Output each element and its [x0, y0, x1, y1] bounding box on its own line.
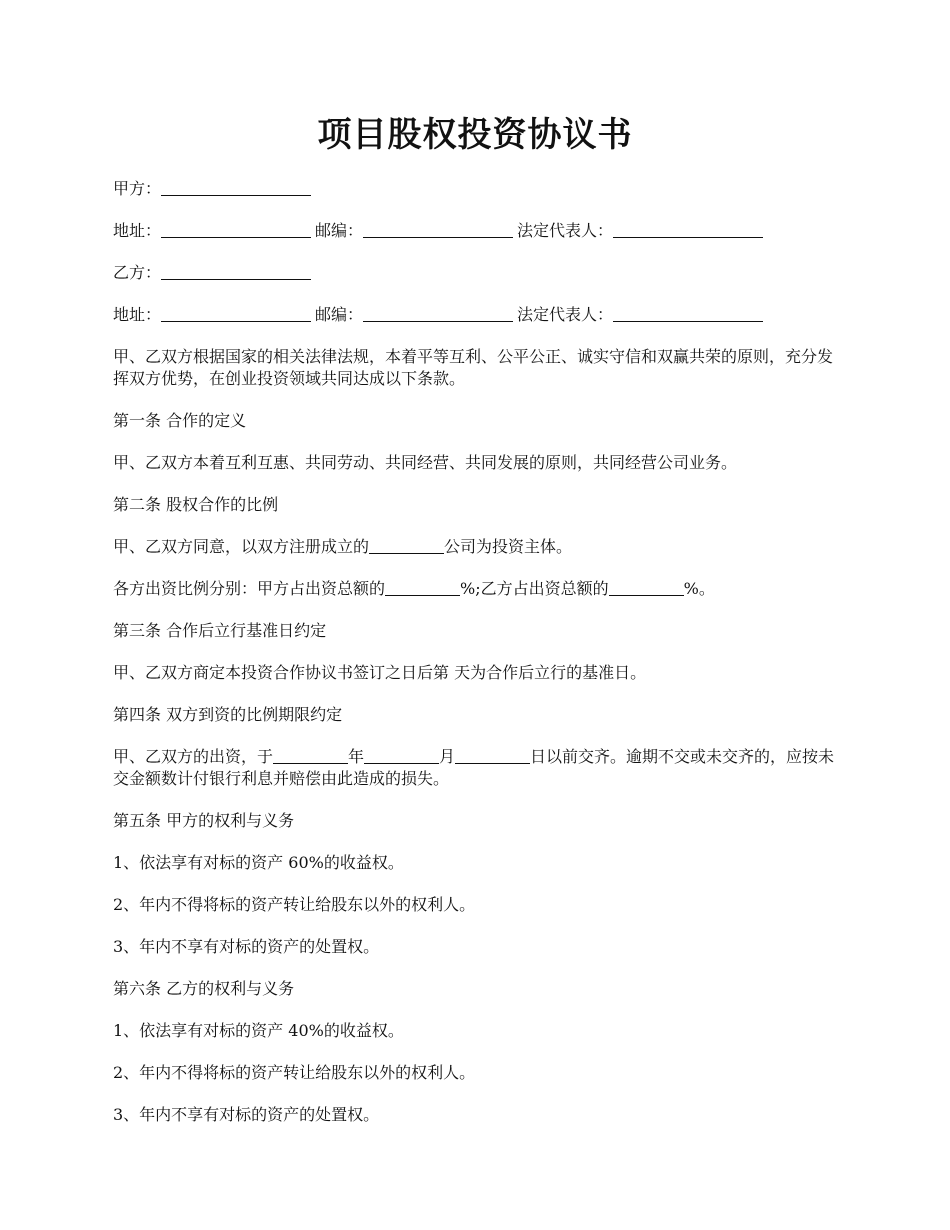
- address-blank: [161, 221, 311, 238]
- article-3-text: 甲、乙双方商定本投资合作协议书签订之日后第 天为合作后立行的基准日。: [113, 663, 647, 682]
- article-2-line-1-pre: 甲、乙双方同意，以双方注册成立的: [113, 537, 370, 556]
- party-b-label: 乙方：: [113, 263, 162, 282]
- party-b-details-line: [113, 304, 848, 326]
- party-a-line: [113, 178, 848, 200]
- article-5-item-3: 3、年内不享有对标的资产的处置权。: [113, 937, 380, 956]
- article-4-heading: 第四条 双方到资的比例期限约定: [113, 705, 343, 724]
- day-blank: [455, 747, 530, 764]
- article-1-text: 甲、乙双方本着互利互惠、共同劳动、共同经营、共同发展的原则，共同经营公司业务。: [113, 453, 738, 472]
- month-blank: [364, 747, 439, 764]
- legal-rep-blank: [613, 305, 763, 322]
- article-6-item-3: 3、年内不享有对标的资产的处置权。: [113, 1105, 380, 1124]
- article-4-post: 日以前交齐。逾期不交或未交齐的，应按未交金额数计付银行利息并赔偿由此造成的损失。: [113, 747, 835, 788]
- postcode-blank: [363, 221, 513, 238]
- party-a-blank: [161, 179, 311, 196]
- article-5-item-2: 2、年内不得将标的资产转让给股东以外的权利人。: [113, 895, 476, 914]
- article-6-heading: 第六条 乙方的权利与义务: [113, 979, 295, 998]
- article-2-line-2: [113, 578, 848, 600]
- article-2-line-1-post: 公司为投资主体。: [444, 537, 573, 556]
- article-6-item-2: 2、年内不得将标的资产转让给股东以外的权利人。: [113, 1063, 476, 1082]
- address-label: 地址：: [113, 221, 162, 240]
- legal-rep-label: 法定代表人：: [517, 221, 614, 240]
- article-2-line-2-pre: 各方出资比例分别：甲方占出资总额的: [113, 579, 386, 598]
- article-4-pre: 甲、乙双方的出资，于: [113, 747, 274, 766]
- article-4-text: [113, 746, 848, 790]
- legal-rep-label: 法定代表人：: [517, 305, 614, 324]
- article-2-line-1: [113, 536, 848, 558]
- legal-rep-blank: [613, 221, 763, 238]
- preamble-paragraph: 甲、乙双方根据国家的相关法律法规，本着平等互利、公平公正、诚实守信和双赢共荣的原则，充分发挥双方优势，在创业投资领域共同达成以下条款。: [113, 347, 834, 388]
- party-a-label: 甲方：: [113, 179, 162, 198]
- postcode-label: 邮编：: [315, 221, 364, 240]
- article-1-heading: 第一条 合作的定义: [113, 411, 247, 430]
- party-b-ratio-blank: [609, 579, 684, 596]
- article-6-item-1: 1、依法享有对标的资产 40%的收益权。: [113, 1021, 404, 1040]
- year-blank: [273, 747, 348, 764]
- party-a-ratio-blank: [385, 579, 460, 596]
- article-5-heading: 第五条 甲方的权利与义务: [113, 811, 295, 830]
- article-2-heading: 第二条 股权合作的比例: [113, 495, 279, 514]
- article-3-heading: 第三条 合作后立行基准日约定: [113, 621, 327, 640]
- document-body: [113, 178, 848, 1146]
- postcode-blank: [363, 305, 513, 322]
- address-label: 地址：: [113, 305, 162, 324]
- address-blank: [161, 305, 311, 322]
- article-4-month: 月: [439, 747, 456, 766]
- postcode-label: 邮编：: [315, 305, 364, 324]
- document-title: 项目股权投资协议书: [317, 115, 633, 155]
- company-name-blank: [369, 537, 444, 554]
- party-a-details-line: [113, 220, 848, 242]
- article-5-item-1: 1、依法享有对标的资产 60%的收益权。: [113, 853, 404, 872]
- article-2-line-2-post: %。: [683, 579, 715, 598]
- article-4-year: 年: [348, 747, 365, 766]
- party-b-line: [113, 262, 848, 284]
- article-2-line-2-mid: %;乙方占出资总额的: [460, 579, 609, 598]
- party-b-blank: [161, 263, 311, 280]
